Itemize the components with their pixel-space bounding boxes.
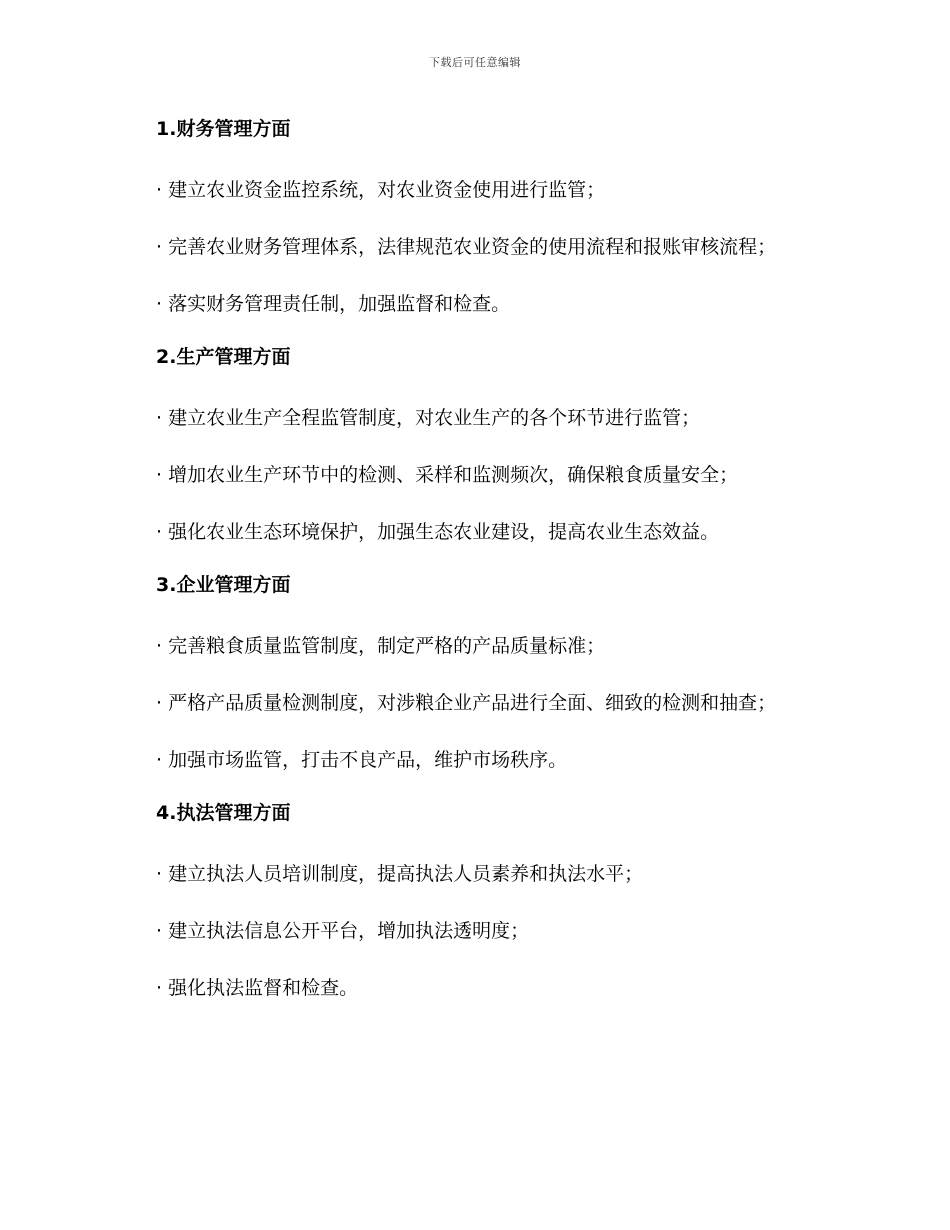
list-item: · 增加农业生产环节中的检测、采样和监测频次，确保粮食质量安全； (156, 464, 739, 486)
list-item: · 建立执法信息公开平台，增加执法透明度； (156, 920, 530, 942)
list-item: · 严格产品质量检测制度，对涉粮企业产品进行全面、细致的检测和抽查； (156, 692, 777, 714)
list-item: · 建立执法人员培训制度，提高执法人员素养和执法水平； (156, 863, 644, 885)
header-note: 下载后可任意编辑 (429, 56, 521, 69)
document-body (112, 110, 824, 1022)
list-item: · 建立农业生产全程监管制度，对农业生产的各个环节进行监管； (156, 407, 701, 429)
list-item: · 落实财务管理责任制，加强监督和检查。 (156, 293, 511, 315)
section-enterprise (112, 566, 824, 784)
section-heading: 3.企业管理方面 (156, 574, 291, 596)
list-item: · 建立农业资金监控系统，对农业资金使用进行监管； (156, 179, 606, 201)
list-item: · 加强市场监管，打击不良产品，维护市场秩序。 (156, 749, 568, 771)
section-heading: 4.执法管理方面 (156, 802, 291, 824)
section-production (112, 338, 824, 556)
section-heading: 2.生产管理方面 (156, 346, 291, 368)
list-item: · 完善粮食质量监管制度，制定严格的产品质量标准； (156, 635, 606, 657)
list-item: · 强化执法监督和检查。 (156, 977, 359, 999)
list-item: · 强化农业生态环境保护，加强生态农业建设，提高农业生态效益。 (156, 521, 720, 543)
section-law-enforcement (112, 794, 824, 1012)
list-item: · 完善农业财务管理体系，法律规范农业资金的使用流程和报账审核流程； (156, 236, 777, 258)
section-heading: 1.财务管理方面 (156, 118, 291, 140)
section-finance (112, 110, 824, 328)
